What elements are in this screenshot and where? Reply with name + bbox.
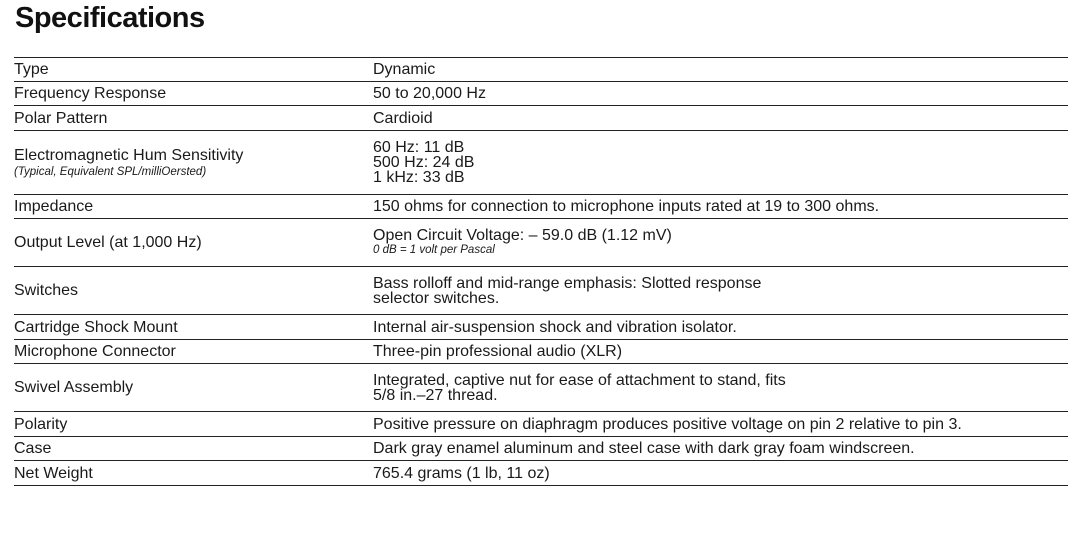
- spec-value: Cardioid: [373, 109, 433, 127]
- spec-row-output-level: [14, 219, 1068, 267]
- spec-value: Positive pressure on diaphragm produces positive voltage on pin 2 relative to pin 3.: [373, 415, 962, 433]
- spec-label: Case: [14, 440, 52, 457]
- spec-row-type: [14, 58, 1068, 82]
- spec-value: 5/8 in.–27 thread.: [373, 386, 498, 404]
- spec-value: selector switches.: [373, 289, 500, 307]
- spec-row-hum-sensitivity: [14, 131, 1068, 195]
- spec-value: 150 ohms for connection to microphone inputs rated at 19 to 300 ohms.: [373, 198, 880, 215]
- spec-value: 1 kHz: 33 dB: [373, 169, 465, 186]
- spec-row-switches: [14, 267, 1068, 315]
- spec-label: Output Level (at 1,000 Hz): [14, 234, 202, 251]
- spec-label: Swivel Assembly: [14, 379, 134, 396]
- spec-note: 0 dB = 1 volt per Pascal: [373, 244, 495, 256]
- spec-label: Frequency Response: [14, 85, 167, 102]
- spec-row-polarity: [14, 412, 1068, 437]
- spec-value: Three-pin professional audio (XLR): [373, 343, 623, 360]
- spec-sublabel: (Typical, Equivalent SPL/milliOersted): [14, 166, 207, 178]
- spec-value: Dark gray enamel aluminum and steel case with dark gray foam windscreen.: [373, 440, 915, 457]
- spec-label: Switches: [14, 282, 79, 299]
- spec-label: Polar Pattern: [14, 109, 108, 127]
- spec-label: Cartridge Shock Mount: [14, 318, 178, 336]
- spec-row-net-weight: [14, 461, 1068, 486]
- specifications-table: [14, 57, 1068, 486]
- spec-row-case: [14, 437, 1068, 461]
- spec-label: Type: [14, 61, 49, 78]
- spec-label: Impedance: [14, 198, 94, 215]
- spec-row-connector: [14, 340, 1068, 364]
- spec-value: 500 Hz: 24 dB: [373, 154, 475, 171]
- spec-label: Microphone Connector: [14, 343, 176, 360]
- spec-value: 765.4 grams (1 lb, 11 oz): [373, 464, 550, 482]
- spec-value: Bass rolloff and mid-range emphasis: Slotted response: [373, 274, 762, 292]
- spec-value: Dynamic: [373, 61, 436, 78]
- spec-row-impedance: [14, 195, 1068, 219]
- spec-value: 50 to 20,000 Hz: [373, 85, 486, 102]
- spec-label: Net Weight: [14, 464, 93, 482]
- spec-row-polar-pattern: [14, 106, 1068, 131]
- spec-value: Internal air-suspension shock and vibration isolator.: [373, 318, 737, 336]
- spec-row-shock-mount: [14, 315, 1068, 340]
- spec-label: Polarity: [14, 415, 68, 433]
- spec-row-swivel-assembly: [14, 364, 1068, 412]
- spec-value: Open Circuit Voltage: – 59.0 dB (1.12 mV): [373, 227, 672, 244]
- spec-value: Integrated, captive nut for ease of attachment to stand, fits: [373, 371, 786, 389]
- spec-value: 60 Hz: 11 dB: [373, 139, 465, 156]
- spec-row-frequency-response: [14, 82, 1068, 106]
- spec-label: Electromagnetic Hum Sensitivity: [14, 147, 244, 164]
- page-title: Specifications: [15, 2, 205, 34]
